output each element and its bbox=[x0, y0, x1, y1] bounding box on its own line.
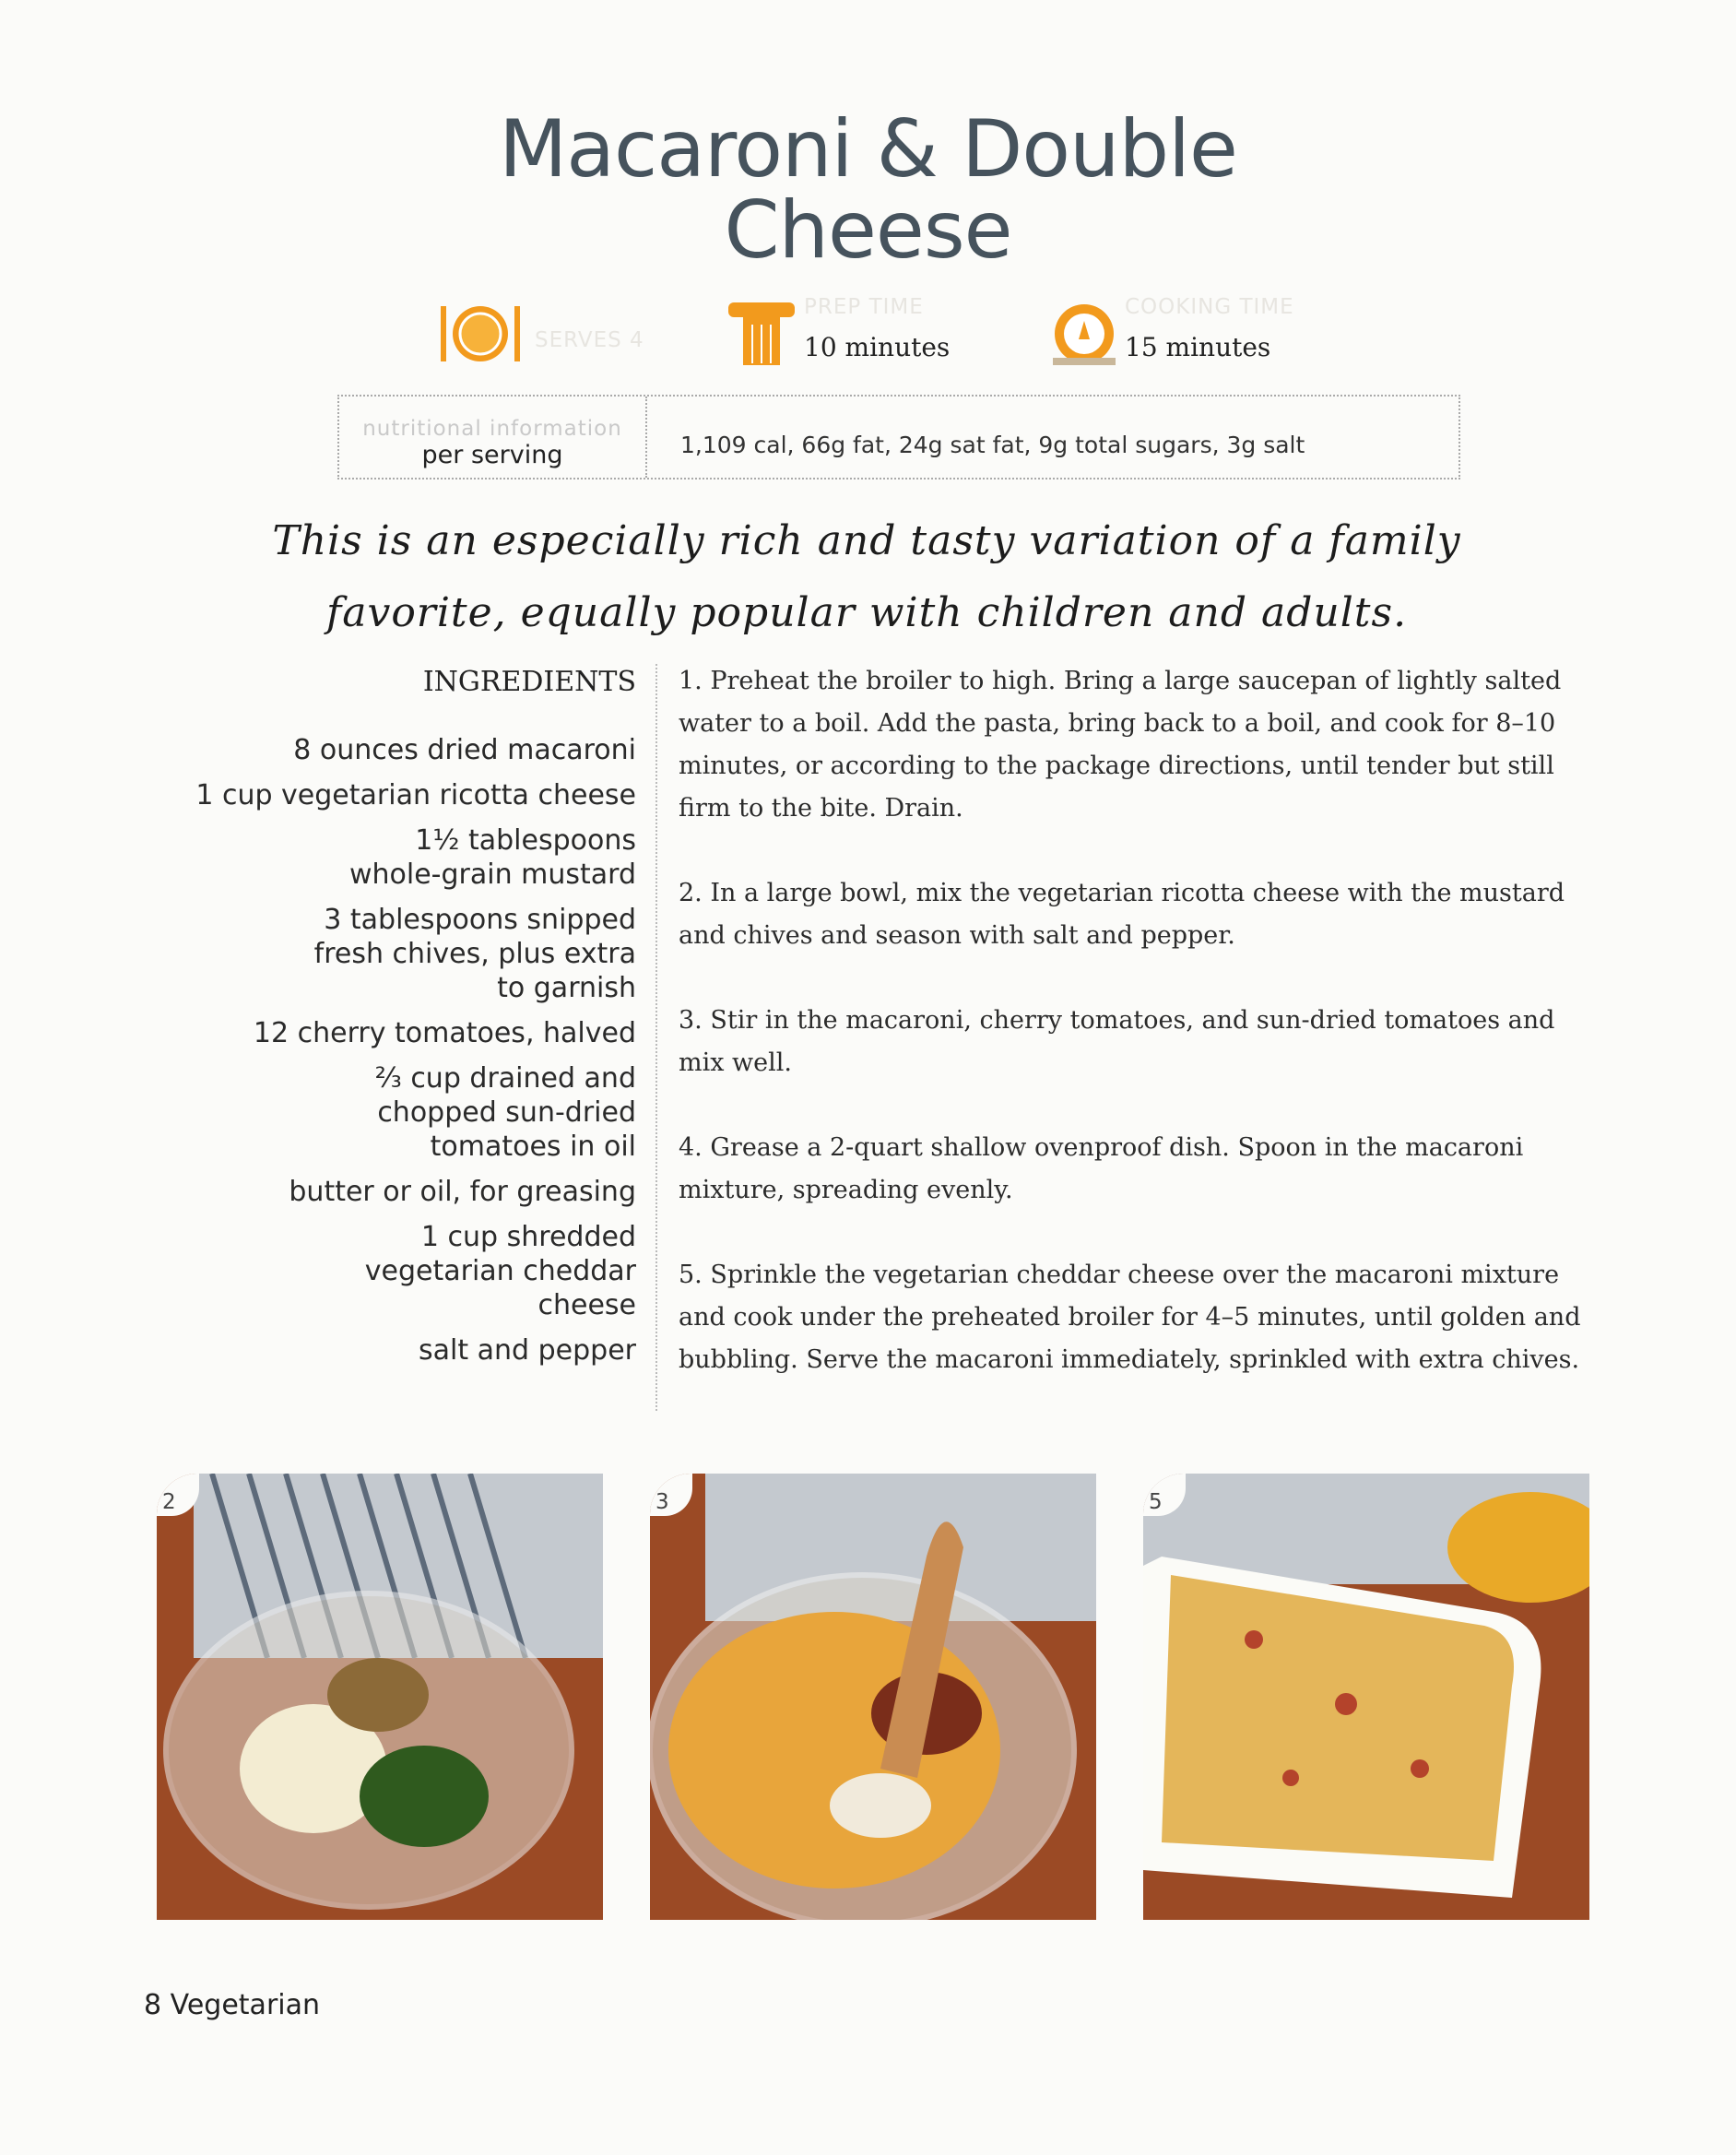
step-5: 5. Sprinkle the vegetarian cheddar cheese over the macaroni mixture and cook under the preheated broiler for 4–5 minutes, until golden and bubbling. Serve the macaroni immediately, sprinkled with extra chives. bbox=[679, 1261, 1581, 1374]
photo-step-3 bbox=[650, 1474, 1096, 1920]
nutrition-per-serving: per serving bbox=[421, 441, 563, 469]
ingredient-item: butter or oil, for greasing bbox=[289, 1176, 636, 1208]
plate-icon bbox=[439, 295, 522, 369]
photo-step-5 bbox=[1143, 1474, 1589, 1920]
section-name: Vegetarian bbox=[170, 1989, 321, 2021]
ingredient-item: ⅔ cup drained and chopped sun-dried tomatoes in oil bbox=[374, 1062, 636, 1163]
recipe-title bbox=[0, 103, 1736, 277]
column-divider bbox=[655, 664, 657, 1411]
ingredient-item: 1½ tablespoons whole-grain mustard bbox=[348, 824, 636, 891]
prep-label: PREP TIME bbox=[804, 295, 924, 319]
method-steps bbox=[679, 660, 1600, 1424]
photo-number: 2 bbox=[157, 1474, 199, 1516]
prep-value: 10 minutes bbox=[804, 332, 951, 362]
ingredient-item: 1 cup vegetarian ricotta cheese bbox=[195, 779, 636, 811]
ingredient-item: salt and pepper bbox=[418, 1334, 636, 1367]
ingredient-item: 8 ounces dried macaroni bbox=[293, 734, 636, 766]
intro-line-1: This is an especially rich and tasty variation of a family bbox=[272, 517, 1461, 564]
serves-info bbox=[439, 293, 669, 376]
nutrition-values: 1,109 cal, 66g fat, 24g sat fat, 9g total sugars, 3g salt bbox=[680, 432, 1305, 458]
ingredients-section bbox=[111, 666, 636, 1379]
page-footer bbox=[144, 1989, 320, 2021]
timer-icon bbox=[1049, 293, 1119, 371]
intro-line-2: favorite, equally popular with children and adults. bbox=[325, 589, 1408, 636]
title-line-2: Cheese bbox=[724, 184, 1012, 277]
step-1: 1. Preheat the broiler to high. Bring a large saucepan of lightly salted water to a boil. Add the pasta, bring back to a boil, and cook for 8–10 minutes, or according to the package directions, until tender but still firm to the bite. Drain. bbox=[679, 667, 1562, 823]
ingredients-list bbox=[111, 733, 636, 1368]
cooking-info bbox=[1049, 293, 1344, 376]
recipe-intro bbox=[240, 505, 1494, 649]
prep-info bbox=[725, 293, 1001, 376]
nutrition-label: nutritional information bbox=[362, 417, 622, 441]
pasta-mixing-image bbox=[650, 1474, 1096, 1920]
nutrition-header bbox=[339, 397, 647, 478]
mixing-bowl-ingredients-image bbox=[157, 1474, 603, 1920]
photo-step-2 bbox=[157, 1474, 603, 1920]
ingredients-heading: INGREDIENTS bbox=[422, 666, 636, 698]
photo-number: 5 bbox=[1143, 1474, 1186, 1516]
title-line-1: Macaroni & Double bbox=[499, 103, 1237, 195]
nutrition-box bbox=[337, 395, 1460, 480]
serves-label: SERVES 4 bbox=[535, 328, 644, 352]
cooking-value: 15 minutes bbox=[1125, 332, 1271, 362]
baked-macaroni-image bbox=[1143, 1474, 1589, 1920]
chef-hat-icon bbox=[725, 293, 798, 371]
photo-number: 3 bbox=[650, 1474, 692, 1516]
ingredient-item: 12 cherry tomatoes, halved bbox=[253, 1017, 636, 1049]
step-3: 3. Stir in the macaroni, cherry tomatoes, and sun-dried tomatoes and mix well. bbox=[679, 1006, 1555, 1077]
ingredient-item: 3 tablespoons snipped fresh chives, plus extra to garnish bbox=[313, 904, 636, 1004]
ingredient-item: 1 cup shredded vegetarian cheddar cheese bbox=[364, 1221, 636, 1321]
step-2: 2. In a large bowl, mix the vegetarian ricotta cheese with the mustard and chives and season with salt and pepper. bbox=[679, 879, 1565, 950]
page-number: 8 bbox=[144, 1989, 162, 2021]
cooking-label: COOKING TIME bbox=[1125, 295, 1294, 319]
step-4: 4. Grease a 2-quart shallow ovenproof dish. Spoon in the macaroni mixture, spreading evenly. bbox=[679, 1133, 1524, 1204]
